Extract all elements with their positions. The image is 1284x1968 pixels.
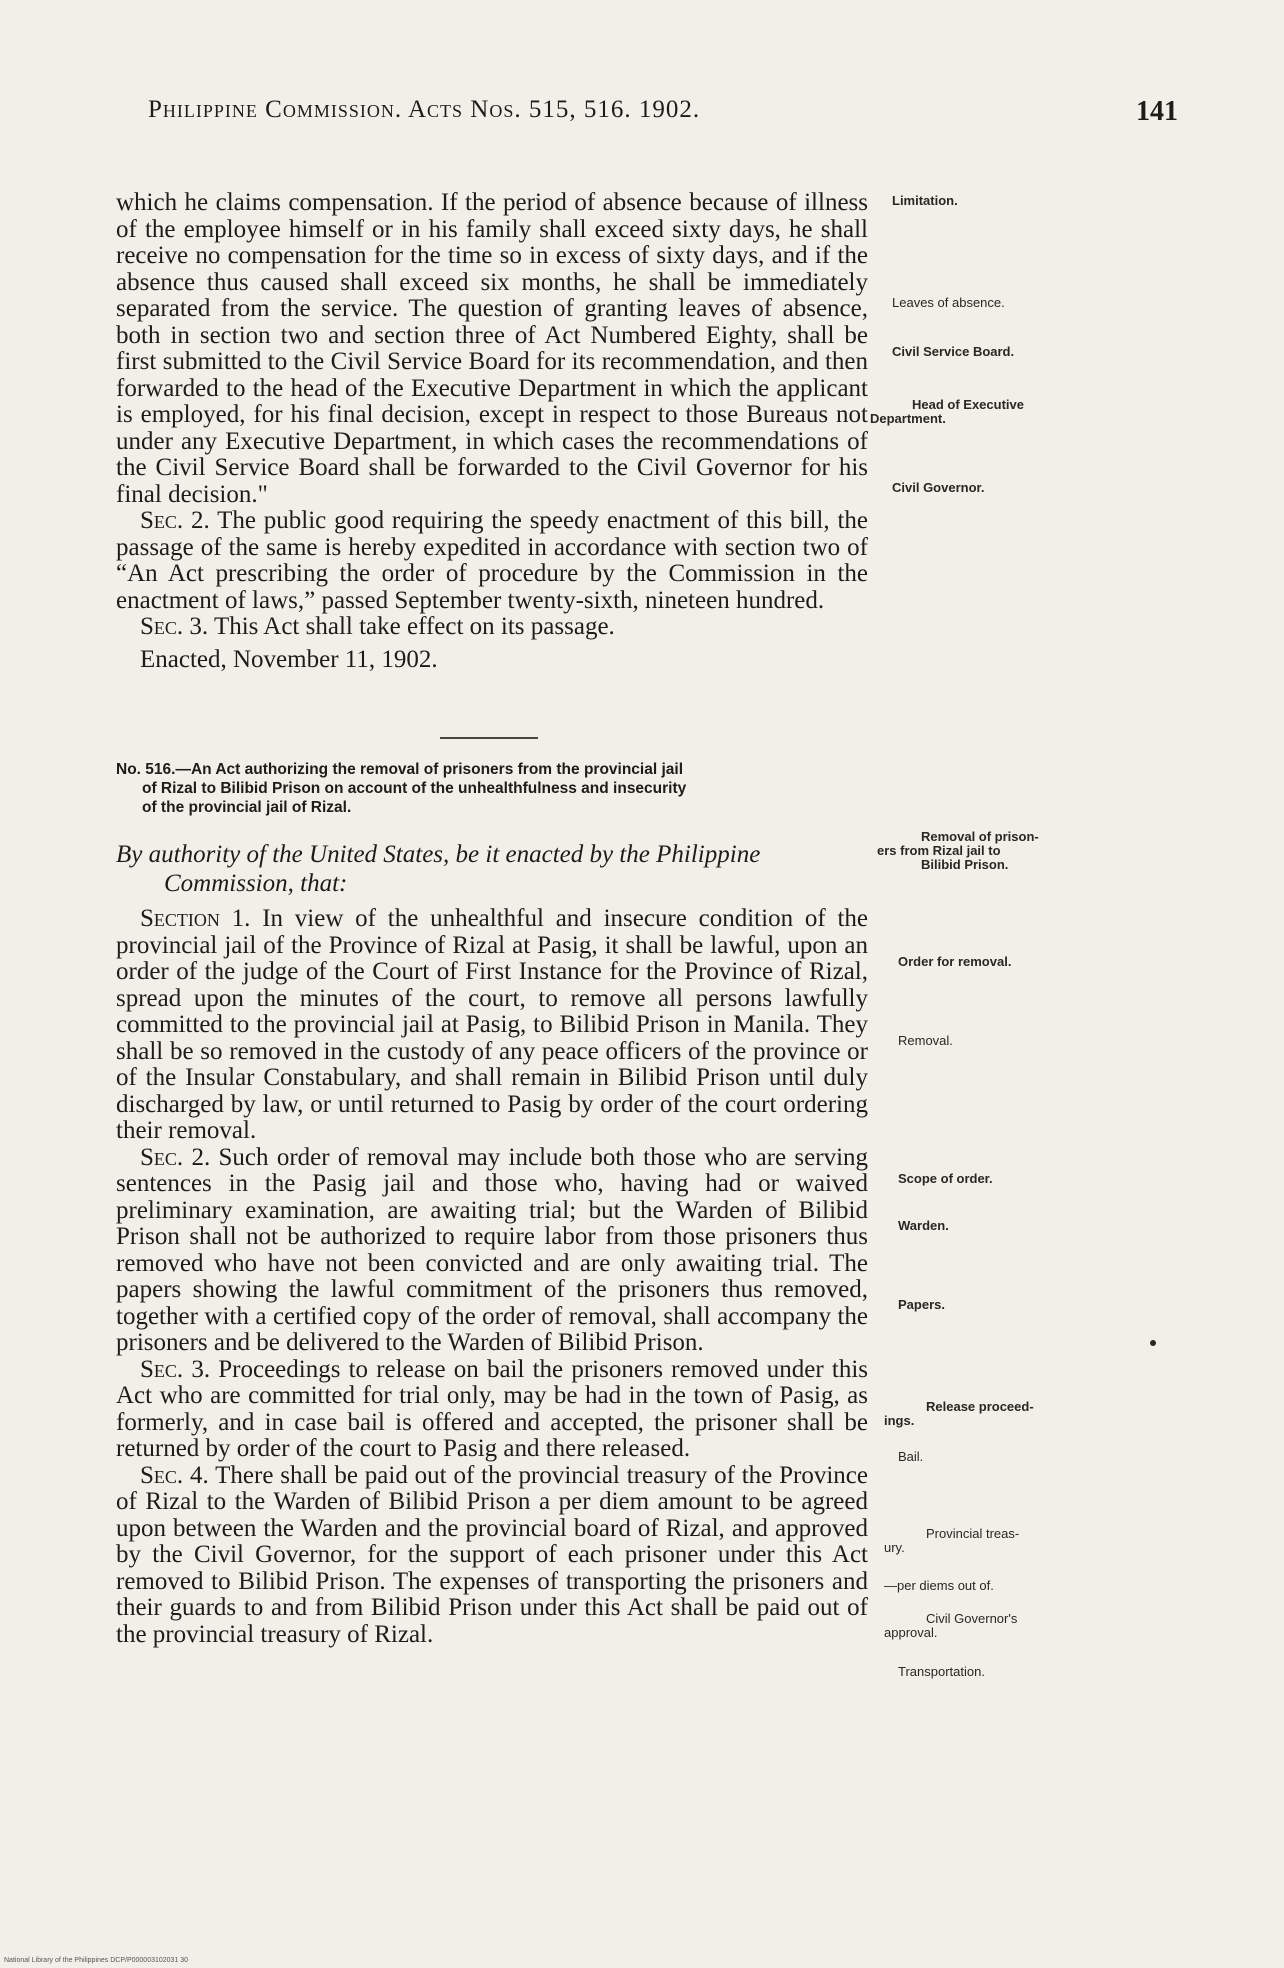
margin-note-civil-governor: Civil Governor. [892, 480, 985, 495]
act-515-continuation [116, 190, 868, 673]
margin-note-treasury [884, 1527, 1074, 1555]
enacting-clause [116, 840, 868, 898]
margin-line: Removal of prison- [921, 829, 1039, 844]
act-516-body [116, 906, 868, 1648]
act-516-title [116, 760, 876, 817]
section-3-act-515 [116, 614, 868, 641]
section-label: Sec. 3. [140, 1355, 211, 1383]
margin-note-bail: Bail. [898, 1449, 924, 1464]
margin-line: ers from Rizal jail to [877, 843, 1001, 858]
margin-note-order-for-removal: Order for removal. [898, 954, 1012, 969]
margin-line: Provincial treas- [926, 1526, 1020, 1541]
section-text: There shall be paid out of the provincial treasury of the Province of Rizal to the Warden of Bilibid Prison a per diem amount to be agreed upon between the Warden and the provincial board of Rizal, and approved by the Civil Governor, for the support of each prisoner under this Act removed to Bilibid Prison. The expenses of transporting the prisoners and their guards to and from Bilibid Prison under this Act shall be paid out of the provincial treasury of Rizal. [116, 1461, 868, 1648]
margin-note-release [884, 1400, 1074, 1428]
margin-line: ings. [884, 1413, 915, 1428]
margin-note-scope: Scope of order. [898, 1171, 993, 1186]
page-header [148, 96, 1178, 136]
act-title-line-3: of the provincial jail of Rizal. [142, 799, 352, 816]
section-2 [116, 1145, 868, 1357]
section-label: Section 1. [140, 905, 251, 932]
section-label: Sec. 2. [140, 1143, 211, 1171]
act-number: No. 516. [116, 761, 176, 778]
section-4 [116, 1463, 868, 1649]
margin-note-limitation: Limitation. [892, 193, 958, 208]
margin-line: Civil Governor's [926, 1611, 1018, 1626]
margin-note-csb: Civil Service Board. [892, 344, 1015, 359]
section-text: The public good requiring the speedy enactment of this bill, the passage of the same is hereby expedited in accordance with section two of “An Act prescribing the order of procedure by the Commission in the enactment of laws,” passed September twenty-sixth, nineteen hundred. [116, 507, 868, 614]
footer-watermark: National Library of the Philippines DCP/P000003102031 30 [4, 1957, 189, 1964]
margin-note-removal: Removal. [898, 1033, 953, 1048]
section-label: Sec. 3. [140, 613, 209, 640]
running-title: Philippine Commission. Acts Nos. 515, 516. 1902. [148, 96, 701, 123]
section-label: Sec. 2. [140, 507, 210, 534]
enacted-date: Enacted, November 11, 1902. [140, 645, 438, 673]
act-title-line-1: —An Act authorizing the removal of prisoners from the provincial jail [175, 761, 684, 778]
margin-line: approval. [884, 1625, 938, 1640]
section-3 [116, 1357, 868, 1463]
margin-note-per-diems: —per diems out of. [884, 1578, 994, 1593]
section-1 [116, 906, 868, 1145]
section-text: Proceedings to release on bail the prisoners removed under this Act who are committed for trial only, may be had in the town of Pasig, as formerly, and in case bail is offered and accepted, the prisoner shall be returned by order of the court to Pasig and there released. [116, 1355, 868, 1462]
margin-line: Bilibid Prison. [921, 857, 1009, 872]
margin-note-papers: Papers. [898, 1297, 945, 1312]
margin-note-head-dept [870, 398, 1050, 426]
section-text: Such order of removal may include both those who are serving sentences in the Pasig jail and those who, having had or waived preliminary examination, are awaiting trial; but the Warden of Bilibid Prison shall not be authorized to require labor from those prisoners thus removed who have not been convicted and are only awaiting trial. The papers showing the lawful commitment of the prisoners thus removed, together with a certified copy of the order of removal, shall accompany the prisoners and be delivered to the Warden of Bilibid Prison. [116, 1143, 869, 1356]
section-label: Sec. 4. [140, 1461, 209, 1489]
margin-note-transportation: Transportation. [898, 1664, 985, 1679]
margin-note-leaves: Leaves of absence. [892, 295, 1005, 310]
section-text: In view of the unhealthful and insecure condition of the provincial jail of the Province of Rizal at Pasig, it shall be lawful, upon an order of the judge of the Court of First Instance for the Province of Rizal, spread upon the minutes of the court, to remove all persons lawfully committed to the provincial jail at Pasig, to Bilibid Prison in Manila. They shall be so removed in the custody of any peace officers of the province or of the Insular Constabulary, and shall remain in Bilibid Prison until duly discharged by law, or until returned to Pasig by order of the court ordering their removal. [116, 905, 868, 1144]
enacting-line-1: By authority of the United States, be it enacted by the Philippine [116, 841, 761, 868]
margin-line: Release proceed- [926, 1399, 1034, 1414]
enacting-line-2: Commission, that: [164, 870, 348, 897]
stray-mark [1150, 1340, 1156, 1346]
act-title-line-2: of Rizal to Bilibid Prison on account of the unhealthfulness and insecurity [142, 780, 687, 797]
margin-note-cg-approval [884, 1612, 1074, 1640]
margin-note-warden: Warden. [898, 1218, 949, 1233]
margin-line: Head of Executive [912, 397, 1024, 412]
section-divider [440, 737, 538, 739]
section-text: This Act shall take effect on its passage. [213, 613, 615, 640]
page-number: 141 [1136, 96, 1178, 127]
paragraph-continuation: which he claims compensation. If the period of absence because of illness of the employee himself or in his family shall exceed sixty days, he shall receive no compensation for the time so in excess of sixty days, and if the absence thus caused shall exceed six months, he shall be immediately separated from the service. The question of granting leaves of absence, both in section two and section three of Act Numbered Eighty, shall be first submitted to the Civil Service Board for its recommendation, and then forwarded to the head of the Executive Department in which the applicant is employed, for his final decision, except in respect to those Bureaus not under any Executive Department, in which cases the recommendations of the Civil Service Board shall be forwarded to the Civil Governor for his final decision." [116, 189, 868, 508]
margin-line: ury. [884, 1540, 905, 1555]
margin-line: Department. [870, 411, 946, 426]
section-2-act-515 [116, 508, 868, 614]
margin-note-removal-of-prisoners [877, 830, 1057, 872]
